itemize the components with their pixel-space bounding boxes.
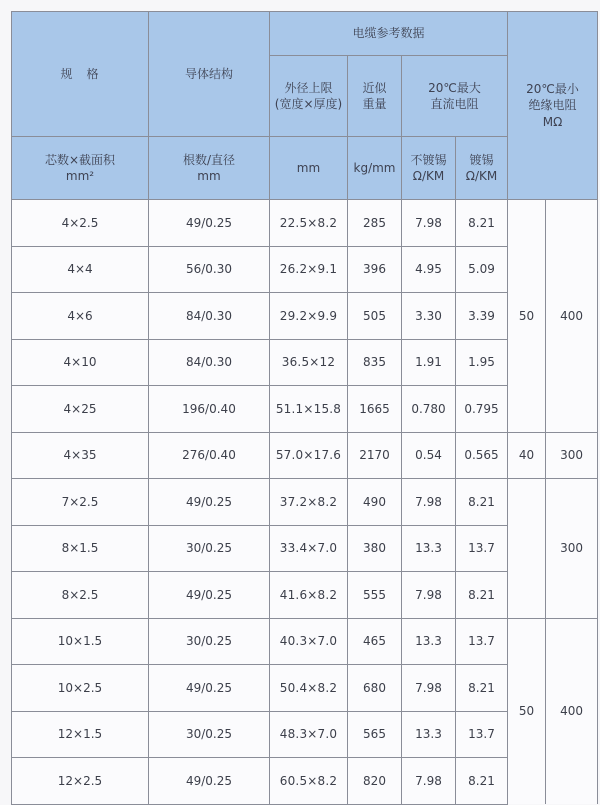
cell-r-untinned: 7.98 xyxy=(402,758,456,805)
cell-r-tinned: 8.21 xyxy=(456,665,508,712)
header-unit-kg-mm xyxy=(348,137,402,200)
cell-weight: 1665 xyxy=(348,386,402,433)
cell-weight: 380 xyxy=(348,525,402,572)
cell-weight: 555 xyxy=(348,572,402,619)
cell-od: 60.5×8.2 xyxy=(270,758,348,805)
header-strands-dia-label: 根数/直径 xyxy=(182,152,236,167)
cell-conductor: 196/0.40 xyxy=(149,386,270,433)
table-row xyxy=(12,618,598,665)
header-strands-dia-unit: mm xyxy=(197,169,221,183)
cell-insulation-b: 400 xyxy=(546,200,598,433)
cell-spec: 10×1.5 xyxy=(12,618,149,665)
header-od-limit xyxy=(270,55,348,136)
cell-od: 57.0×17.6 xyxy=(270,432,348,479)
cell-conductor: 276/0.40 xyxy=(149,432,270,479)
header-approx-weight-line2: 重量 xyxy=(362,96,387,111)
cell-r-untinned: 13.3 xyxy=(402,525,456,572)
cable-spec-table xyxy=(11,11,598,805)
cell-insulation-b: 400 xyxy=(546,618,598,804)
cell-conductor: 49/0.25 xyxy=(149,758,270,805)
table-row xyxy=(12,479,598,526)
cell-r-tinned: 8.21 xyxy=(456,200,508,247)
header-conductor xyxy=(149,12,270,137)
cell-conductor: 56/0.30 xyxy=(149,246,270,293)
cell-r-tinned: 8.21 xyxy=(456,479,508,526)
header-spec-label: 规 格 xyxy=(60,66,100,81)
header-od-limit-line2: (宽度×厚度) xyxy=(274,96,343,111)
cell-spec: 8×1.5 xyxy=(12,525,149,572)
cell-spec: 8×2.5 xyxy=(12,572,149,619)
cell-weight: 2170 xyxy=(348,432,402,479)
header-cores-section xyxy=(12,137,149,200)
header-dc-resistance-line1: 20℃最大 xyxy=(428,80,481,95)
cell-od: 40.3×7.0 xyxy=(270,618,348,665)
cell-spec: 4×2.5 xyxy=(12,200,149,247)
header-untinned-label: 不镀锡 xyxy=(410,152,447,167)
table-row xyxy=(12,432,598,479)
cell-od: 29.2×9.9 xyxy=(270,293,348,340)
header-unit-mm-label: mm xyxy=(296,160,321,175)
cell-r-tinned: 0.565 xyxy=(456,432,508,479)
cell-spec: 10×2.5 xyxy=(12,665,149,712)
header-approx-weight-line1: 近似 xyxy=(362,80,387,95)
cell-spec: 4×4 xyxy=(12,246,149,293)
cell-od: 50.4×8.2 xyxy=(270,665,348,712)
cell-insulation-b: 300 xyxy=(546,432,598,479)
header-strands-dia xyxy=(149,137,270,200)
cell-insulation-a: 50 xyxy=(508,200,546,433)
cell-spec: 7×2.5 xyxy=(12,479,149,526)
cell-r-tinned: 13.7 xyxy=(456,618,508,665)
cell-insulation-a: 50 xyxy=(508,618,546,804)
cell-r-tinned: 0.795 xyxy=(456,386,508,433)
cell-r-tinned: 1.95 xyxy=(456,339,508,386)
cell-weight: 285 xyxy=(348,200,402,247)
cell-r-tinned: 8.21 xyxy=(456,758,508,805)
cell-r-untinned: 4.95 xyxy=(402,246,456,293)
header-insulation xyxy=(508,12,598,200)
cell-weight: 505 xyxy=(348,293,402,340)
header-untinned-unit: Ω/KM xyxy=(412,169,445,183)
cell-od: 51.1×15.8 xyxy=(270,386,348,433)
header-tinned-label: 镀锡 xyxy=(469,152,494,167)
cell-conductor: 84/0.30 xyxy=(149,293,270,340)
cell-od: 36.5×12 xyxy=(270,339,348,386)
cell-r-tinned: 13.7 xyxy=(456,711,508,758)
cell-conductor: 49/0.25 xyxy=(149,479,270,526)
cell-od: 26.2×9.1 xyxy=(270,246,348,293)
cell-r-untinned: 7.98 xyxy=(402,479,456,526)
cell-weight: 396 xyxy=(348,246,402,293)
table-header xyxy=(12,12,598,200)
cell-spec: 4×35 xyxy=(12,432,149,479)
cell-od: 37.2×8.2 xyxy=(270,479,348,526)
cell-conductor: 30/0.25 xyxy=(149,711,270,758)
cell-spec: 12×1.5 xyxy=(12,711,149,758)
header-insulation-line2: 绝缘电阻 xyxy=(528,98,577,113)
header-untinned xyxy=(402,137,456,200)
header-ref-data-label: 电缆参考数据 xyxy=(352,26,425,41)
cell-r-untinned: 3.30 xyxy=(402,293,456,340)
cell-insulation-b: 300 xyxy=(546,479,598,619)
cell-spec: 4×6 xyxy=(12,293,149,340)
cell-r-untinned: 7.98 xyxy=(402,200,456,247)
cell-od: 22.5×8.2 xyxy=(270,200,348,247)
cell-spec: 4×25 xyxy=(12,386,149,433)
cell-weight: 490 xyxy=(348,479,402,526)
cell-r-tinned: 3.39 xyxy=(456,293,508,340)
header-tinned-unit: Ω/KM xyxy=(465,169,498,183)
table-row xyxy=(12,200,598,247)
cell-weight: 680 xyxy=(348,665,402,712)
header-conductor-label: 导体结构 xyxy=(184,66,233,81)
cell-conductor: 49/0.25 xyxy=(149,572,270,619)
cell-weight: 465 xyxy=(348,618,402,665)
cell-insulation-a: 40 xyxy=(508,432,546,479)
cell-r-untinned: 0.780 xyxy=(402,386,456,433)
cell-od: 33.4×7.0 xyxy=(270,525,348,572)
header-unit-mm xyxy=(270,137,348,200)
cell-od: 41.6×8.2 xyxy=(270,572,348,619)
table-body xyxy=(12,200,598,805)
cell-weight: 835 xyxy=(348,339,402,386)
cell-r-untinned: 0.54 xyxy=(402,432,456,479)
cell-conductor: 30/0.25 xyxy=(149,618,270,665)
header-tinned xyxy=(456,137,508,200)
header-unit-kg-mm-label: kg/mm xyxy=(353,160,396,175)
cell-r-tinned: 8.21 xyxy=(456,572,508,619)
cell-r-untinned: 1.91 xyxy=(402,339,456,386)
cell-r-untinned: 13.3 xyxy=(402,711,456,758)
cell-conductor: 84/0.30 xyxy=(149,339,270,386)
header-cores-section-label: 芯数×截面积 xyxy=(44,152,116,167)
header-dc-resistance-line2: 直流电阻 xyxy=(430,96,479,111)
cell-r-untinned: 7.98 xyxy=(402,572,456,619)
cell-r-untinned: 7.98 xyxy=(402,665,456,712)
cell-od: 48.3×7.0 xyxy=(270,711,348,758)
cell-conductor: 49/0.25 xyxy=(149,665,270,712)
header-dc-resistance xyxy=(402,55,508,136)
header-approx-weight xyxy=(348,55,402,136)
header-od-limit-line1: 外径上限 xyxy=(284,80,333,95)
cell-r-tinned: 5.09 xyxy=(456,246,508,293)
header-insulation-line1: 20℃最小 xyxy=(526,82,579,97)
cell-r-tinned: 13.7 xyxy=(456,525,508,572)
header-spec xyxy=(12,12,149,137)
cell-spec: 4×10 xyxy=(12,339,149,386)
header-ref-data xyxy=(270,12,508,56)
cell-conductor: 49/0.25 xyxy=(149,200,270,247)
cell-weight: 565 xyxy=(348,711,402,758)
header-insulation-unit: MΩ xyxy=(542,114,563,129)
cell-spec: 12×2.5 xyxy=(12,758,149,805)
cell-weight: 820 xyxy=(348,758,402,805)
cell-r-untinned: 13.3 xyxy=(402,618,456,665)
cell-conductor: 30/0.25 xyxy=(149,525,270,572)
cell-insulation-a xyxy=(508,479,546,619)
header-cores-section-unit: mm² xyxy=(65,169,95,183)
